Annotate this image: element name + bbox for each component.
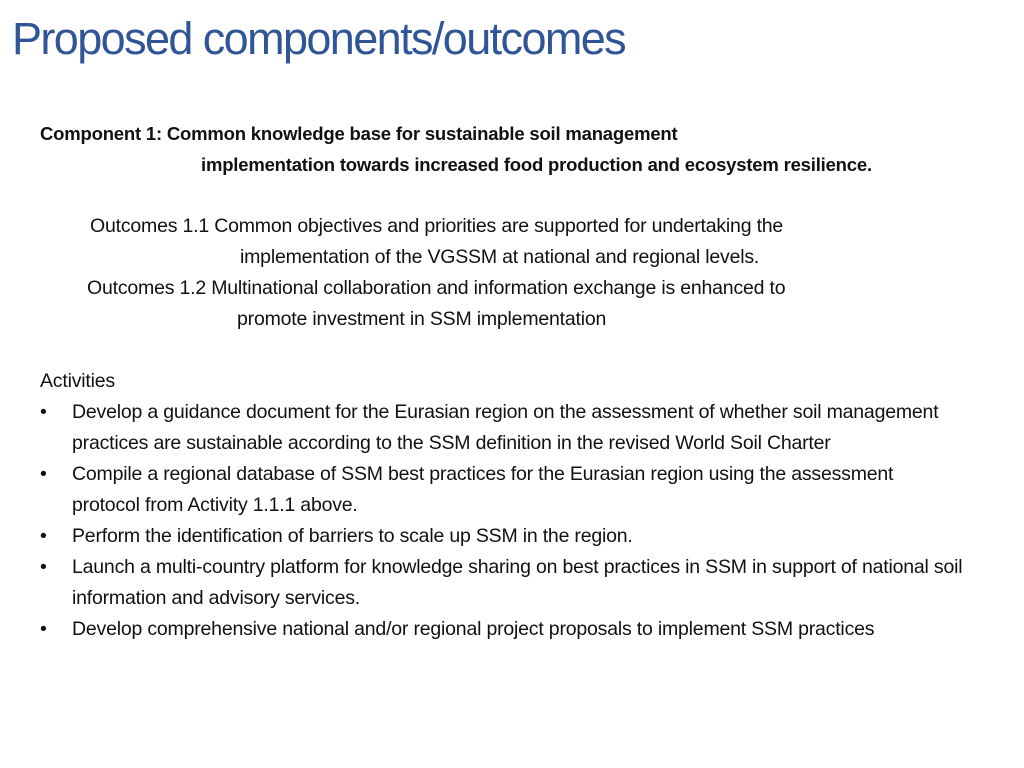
activity-text: Develop a guidance document for the Eurasian region on the assessment of whether soil management practices are sustainable according to the SSM definition in the revised World Soil Charter <box>72 401 939 454</box>
outcome-1-1 <box>40 211 1000 273</box>
outcome-continuation: promote investment in SSM implementation <box>237 308 607 330</box>
bullet-icon: • <box>40 525 47 547</box>
bullet-icon: • <box>40 463 47 485</box>
component-block <box>40 118 1000 180</box>
spacer <box>40 335 1000 366</box>
activity-text: Perform the identification of barriers to scale up SSM in the region. <box>72 525 633 547</box>
slide-body <box>40 118 1000 645</box>
bullet-icon: • <box>40 618 47 640</box>
activity-text: Compile a regional database of SSM best practices for the Eurasian region using the assessment protocol from Activity 1.1.1 above. <box>72 463 894 516</box>
activities-list <box>40 397 1000 645</box>
outcome-first-line: Outcomes 1.1 Common objectives and priorities are supported for undertaking the <box>90 215 784 237</box>
activity-item <box>40 521 1000 552</box>
activity-text: Develop comprehensive national and/or regional project proposals to implement SSM practices <box>72 618 875 640</box>
outcome-1-2 <box>40 273 1000 335</box>
component-continuation: implementation towards increased food production and ecosystem resilience. <box>201 154 872 175</box>
activity-text: Launch a multi-country platform for knowledge sharing on best practices in SSM in support of national soil information and advisory services. <box>72 556 963 609</box>
activity-item <box>40 614 1000 645</box>
slide-title: Proposed components/outcomes <box>12 13 626 64</box>
component-heading: Component 1: Common knowledge base for sustainable soil management <box>40 123 678 144</box>
spacer <box>40 180 1000 211</box>
activities-heading: Activities <box>40 370 115 392</box>
outcome-first-line: Outcomes 1.2 Multinational collaboration and information exchange is enhanced to <box>87 277 786 299</box>
outcome-continuation: implementation of the VGSSM at national and regional levels. <box>240 246 760 268</box>
activity-item <box>40 397 1000 459</box>
activity-item <box>40 459 1000 521</box>
activity-item <box>40 552 1000 614</box>
bullet-icon: • <box>40 401 47 423</box>
bullet-icon: • <box>40 556 47 578</box>
